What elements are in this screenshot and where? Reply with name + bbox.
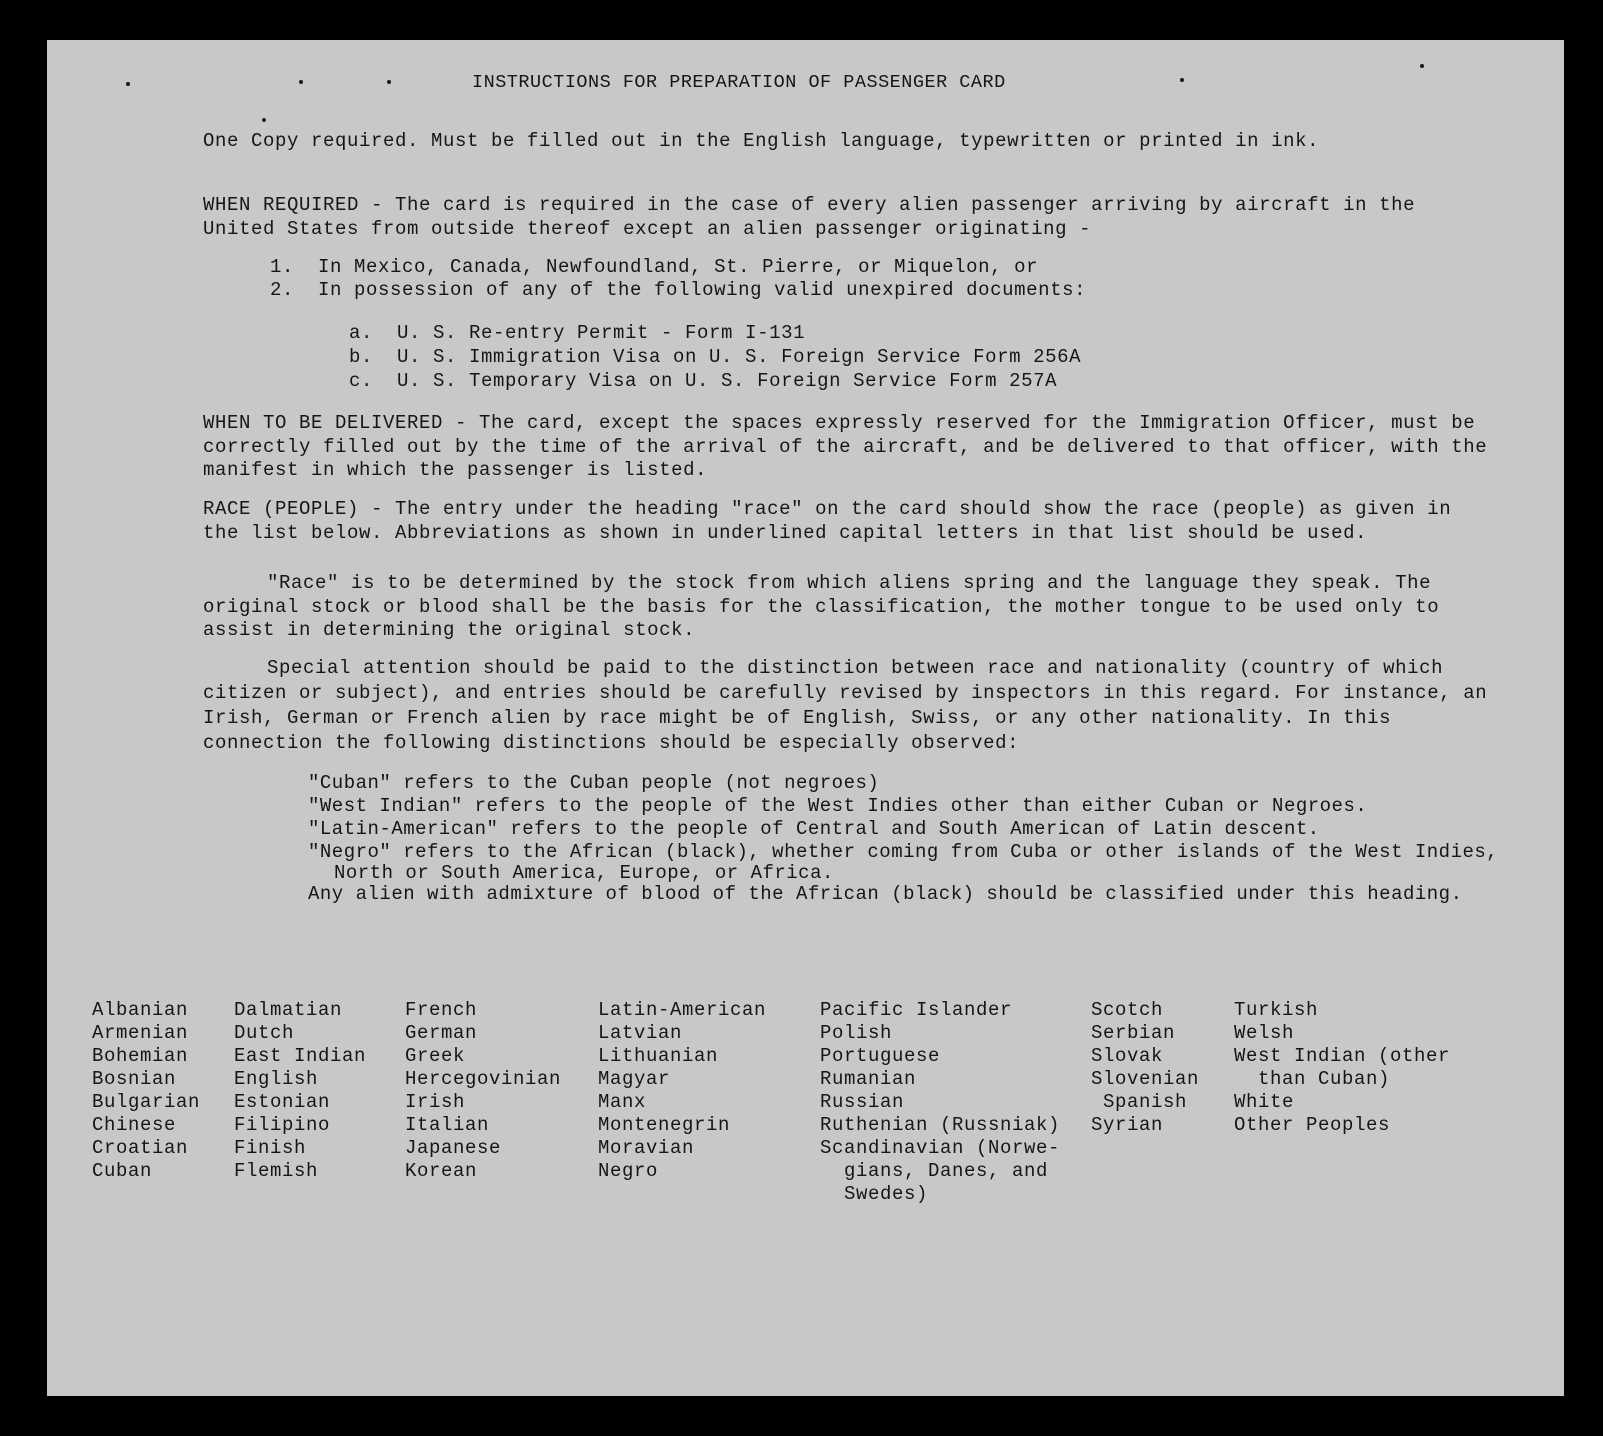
race-entry: Bohemian: [92, 1045, 189, 1067]
required-subitem: c. U. S. Temporary Visa on U. S. Foreign Service Form 257A: [349, 370, 1058, 392]
race-entry: Slovak: [1091, 1045, 1164, 1067]
race-entry: Hercegovinian: [405, 1068, 562, 1090]
race-entry: Croatian: [92, 1137, 189, 1159]
race-entry: White: [1234, 1091, 1295, 1113]
race-entry: than Cuban): [1234, 1068, 1391, 1090]
race-entry: Other Peoples: [1234, 1114, 1391, 1136]
race-entry: Turkish: [1234, 999, 1319, 1021]
race-entry: Montenegrin: [598, 1114, 731, 1136]
race-entry: Pacific Islander: [820, 999, 1013, 1021]
race-entry: Italian: [405, 1114, 490, 1136]
specks: [387, 80, 391, 84]
race-entry: Chinese: [92, 1114, 177, 1136]
specks: [1180, 78, 1184, 82]
race-entry: Portuguese: [820, 1045, 941, 1067]
race-entry: Flemish: [234, 1160, 319, 1182]
race-entry: Polish: [820, 1022, 893, 1044]
race-entry: Negro: [598, 1160, 659, 1182]
required-subitem: b. U. S. Immigration Visa on U. S. Foreign Service Form 256A: [349, 346, 1082, 368]
race-entry: Dalmatian: [234, 999, 343, 1021]
required-item: 2. In possession of any of the following valid unexpired documents:: [270, 279, 1087, 301]
specks: [126, 82, 130, 86]
race-entry: Magyar: [598, 1068, 671, 1090]
race-entry: English: [234, 1068, 319, 1090]
race-entry: Slovenian: [1091, 1068, 1200, 1090]
race-entry: Welsh: [1234, 1022, 1295, 1044]
race-entry: Estonian: [234, 1091, 331, 1113]
race-column: [405, 999, 561, 1183]
race-column: [1234, 999, 1450, 1137]
race-entry: Ruthenian (Russniak): [820, 1114, 1061, 1136]
intro-paragraph: One Copy required. Must be filled out in the English language, typewritten or printed in ink.: [203, 130, 1320, 152]
race-entry: Albanian: [92, 999, 189, 1021]
race-entry: Lithuanian: [598, 1045, 719, 1067]
distinction-note: "Cuban" refers to the Cuban people (not negroes): [308, 772, 880, 794]
race-entry: Armenian: [92, 1022, 189, 1044]
race-entry: Spanish: [1091, 1091, 1188, 1113]
distinction-note: "Negro" refers to the African (black), whether coming from Cuba or other islands of the West Indies, North or South America, Europe, or Africa.: [308, 841, 1499, 884]
race-column: [234, 999, 366, 1183]
race-column: [598, 999, 766, 1183]
race-entry: Syrian: [1091, 1114, 1164, 1136]
distinction-note: "West Indian" refers to the people of the West Indies other than either Cuban or Negroes.: [308, 795, 1368, 817]
race-entry: gians, Danes, and: [820, 1160, 1049, 1182]
when-delivered-paragraph: WHEN TO BE DELIVERED - The card, except the spaces expressly reserved for the Immigration Officer, must be correctly filled out by the time of the arrival of the aircraft, and be delivered to that officer, with the manifest in which the passenger is listed.: [203, 412, 1488, 481]
race-entry: East Indian: [234, 1045, 367, 1067]
race-determined-paragraph: "Race" is to be determined by the stock from which aliens spring and the language they speak. The original stock or blood shall be the basis for the classification, the mother tongue to be used only to assist in determining the original stock.: [203, 572, 1440, 641]
race-entry: Korean: [405, 1160, 478, 1182]
specks: [1420, 64, 1424, 68]
document-page: [47, 40, 1564, 1396]
race-entry: Japanese: [405, 1137, 502, 1159]
race-entry: Manx: [598, 1091, 647, 1113]
page-title: INSTRUCTIONS FOR PREPARATION OF PASSENGER CARD: [472, 72, 1006, 93]
specks: [262, 118, 266, 122]
race-entry: West Indian (other: [1234, 1045, 1451, 1067]
race-entry: Filipino: [234, 1114, 331, 1136]
required-item: 1. In Mexico, Canada, Newfoundland, St. Pierre, or Miquelon, or: [270, 256, 1039, 278]
race-column: [820, 999, 1060, 1206]
race-entry: Dutch: [234, 1022, 295, 1044]
race-column: [92, 999, 200, 1183]
required-subitem: a. U. S. Re-entry Permit - Form I-131: [349, 322, 806, 344]
race-entry: Greek: [405, 1045, 466, 1067]
race-entry: Rumanian: [820, 1068, 917, 1090]
race-entry: Scotch: [1091, 999, 1164, 1021]
race-entry: Moravian: [598, 1137, 695, 1159]
race-entry: Scandinavian (Norwe-: [820, 1137, 1061, 1159]
race-list: [47, 999, 1564, 1219]
race-entry: Cuban: [92, 1160, 153, 1182]
distinction-note: "Latin-American" refers to the people of Central and South American of Latin descent.: [308, 818, 1320, 840]
race-entry: Irish: [405, 1091, 466, 1113]
race-entry: French: [405, 999, 478, 1021]
race-entry: Bulgarian: [92, 1091, 201, 1113]
distinction-note: Any alien with admixture of blood of the African (black) should be classified under this heading.: [308, 883, 1463, 905]
race-entry: Latin-American: [598, 999, 767, 1021]
race-entry: Bosnian: [92, 1068, 177, 1090]
race-people-paragraph: RACE (PEOPLE) - The entry under the heading "race" on the card should show the race (people) as given in the list below. Abbreviations as shown in underlined capital letters in that list should be used.: [203, 498, 1452, 544]
specks: [299, 80, 303, 84]
race-entry: Swedes): [820, 1183, 929, 1205]
race-entry: Latvian: [598, 1022, 683, 1044]
race-entry: Serbian: [1091, 1022, 1176, 1044]
race-entry: German: [405, 1022, 478, 1044]
race-entry: Finish: [234, 1137, 307, 1159]
when-required-paragraph: WHEN REQUIRED - The card is required in the case of every alien passenger arriving by aircraft in the United States from outside thereof except an alien passenger originating -: [203, 194, 1416, 240]
race-column: [1091, 999, 1199, 1137]
special-attention-paragraph: Special attention should be paid to the distinction between race and nationality (country of which citizen or subject), and entries should be carefully revised by inspectors in this regard. For instance, an Irish, German or French alien by race might be of English, Swiss, or any other nationality. In this connection the following distinctions should be especially observed:: [203, 657, 1488, 754]
race-entry: Russian: [820, 1091, 905, 1113]
